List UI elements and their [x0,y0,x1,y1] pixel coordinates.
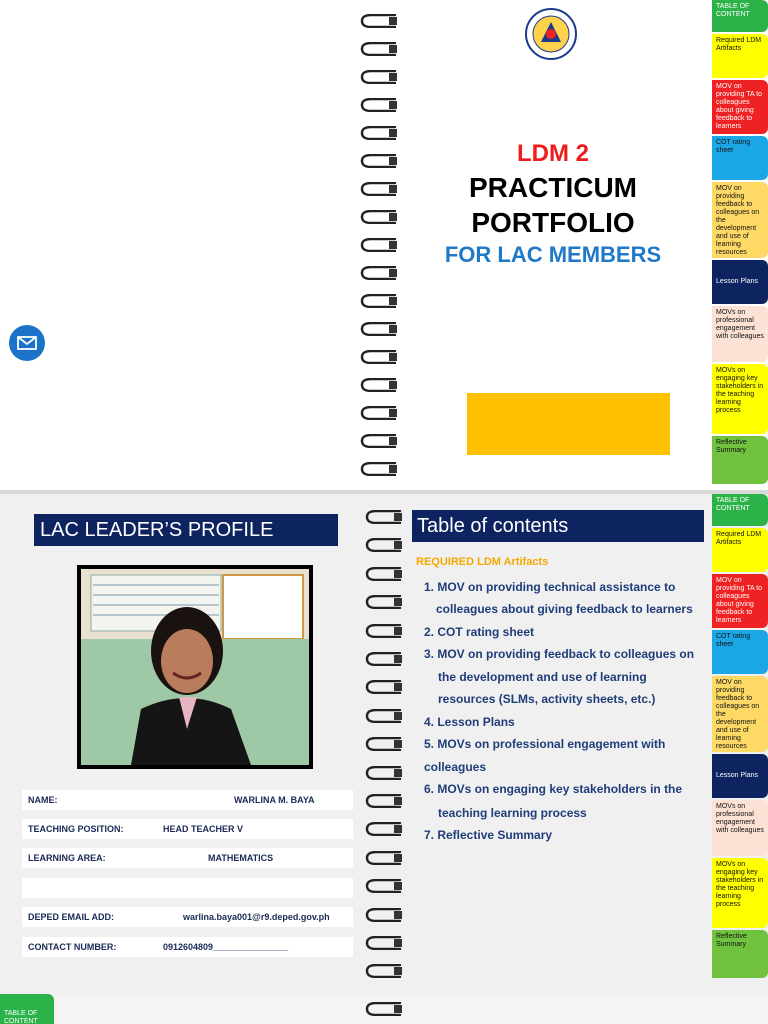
ldm-title: LDM 2 [517,140,589,167]
deped-seal-icon [525,8,577,60]
spiral-ring [364,879,404,893]
spiral-ring [364,822,404,836]
toc-item[interactable]: 1. MOV on providing technical assistance to [424,580,676,594]
toc-item[interactable]: colleagues about giving feedback to learners [436,602,693,616]
tab-0[interactable]: TABLE OF CONTENT [712,494,768,526]
toc-title: Table of contents [412,510,704,542]
tab-table-of-content[interactable]: TABLE OF CONTENT [0,994,54,1024]
profile-toc-page [0,494,768,994]
spiral-ring [359,238,399,252]
tab-4[interactable]: MOV on providing feedback to colleagues on the development and use of learning resources [712,676,768,752]
spiral-ring [359,210,399,224]
toc-item[interactable]: 2. COT rating sheet [424,625,535,639]
tab-8[interactable]: Reflective Summary [712,930,768,978]
tab-1[interactable]: Required LDM Artifacts [712,34,768,78]
profile-row [22,937,353,957]
spiral-ring [364,595,404,609]
spiral-ring [359,322,399,336]
practicum-title: PRACTICUM [469,172,637,203]
spiral-ring [364,1002,404,1016]
tab-7[interactable]: MOVs on engaging key stakeholders in the teaching learning process [712,364,768,434]
tab-6[interactable]: MOVs on professional engagement with colleagues [712,800,768,856]
tab-8[interactable]: Reflective Summary [712,436,768,484]
spiral-ring [364,964,404,978]
profile-row-label: LEARNING AREA: [28,853,106,863]
mail-button[interactable] [9,325,45,361]
profile-row-value: WARLINA M. BAYA [234,795,315,805]
spiral-ring [364,510,404,524]
tab-6[interactable]: MOVs on professional engagement with colleagues [712,306,768,362]
toc-item[interactable]: 6. MOVs on engaging key stakeholders in the [424,782,683,796]
profile-row-label: NAME: [28,795,58,805]
spiral-ring [359,182,399,196]
toc-subheading: REQUIRED LDM Artifacts [416,556,549,568]
spiral-ring [359,266,399,280]
tab-5[interactable]: Lesson Plans [712,754,768,798]
profile-row-value: 0912604809_______________ [163,942,289,952]
spiral-ring [359,434,399,448]
profile-row [22,907,353,927]
profile-row-value: HEAD TEACHER V [163,824,244,834]
tab-5[interactable]: Lesson Plans [712,260,768,304]
portfolio-title: PORTFOLIO [471,207,635,238]
profile-row-value: warlina.baya001@r9.deped.gov.ph [183,912,330,922]
cover-page [0,0,768,490]
toc-item[interactable]: 3. MOV on providing feedback to colleagues on [424,647,695,661]
tab-2[interactable]: MOV on providing TA to colleagues about giving feedback to learners [712,80,768,134]
spiral-ring [364,936,404,950]
spiral-ring [364,737,404,751]
spiral-ring [364,652,404,666]
toc-item[interactable]: 5. MOVs on professional engagement with [424,737,666,751]
profile-row-label: CONTACT NUMBER: [28,942,117,952]
mail-icon [9,325,45,361]
profile-photo [77,565,313,769]
profile-row-label: DEPED EMAIL ADD: [28,912,115,922]
spiral-ring [364,794,404,808]
tab-4[interactable]: MOV on providing feedback to colleagues on the development and use of learning resources [712,182,768,258]
spiral-ring [359,294,399,308]
spiral-ring [359,462,399,476]
profile-row-label: TEACHING POSITION: [28,824,124,834]
toc-item[interactable]: 4. Lesson Plans [424,715,515,729]
yellow-banner [467,393,670,455]
spiral-ring [359,42,399,56]
cover-subtitle: FOR LAC MEMBERS [444,242,662,267]
profile-row [22,790,353,810]
spiral-ring [359,154,399,168]
spiral-ring [364,851,404,865]
toc-item[interactable]: the development and use of learning [438,670,647,684]
spiral-ring [364,538,404,552]
tab-3[interactable]: COT rating sheet [712,630,768,674]
spiral-ring [364,680,404,694]
spiral-ring [364,908,404,922]
toc-item[interactable]: teaching learning process [438,806,587,820]
spiral-ring [359,126,399,140]
tab-7[interactable]: MOVs on engaging key stakeholders in the teaching learning process [712,858,768,928]
tab-3[interactable]: COT rating sheet [712,136,768,180]
profile-row [22,819,353,839]
tab-2[interactable]: MOV on providing TA to colleagues about giving feedback to learners [712,574,768,628]
spiral-ring [364,766,404,780]
spiral-ring [359,98,399,112]
toc-item[interactable]: resources (SLMs, activity sheets, etc.) [438,692,656,706]
spiral-ring [359,70,399,84]
spiral-ring [359,406,399,420]
spiral-ring [364,624,404,638]
spiral-ring [364,567,404,581]
toc-item[interactable]: 7. Reflective Summary [424,828,553,842]
spiral-ring [359,350,399,364]
profile-row-value: MATHEMATICS [208,853,274,863]
toc-item[interactable]: colleagues [424,760,487,774]
tab-0[interactable]: TABLE OF CONTENT [712,0,768,32]
spiral-ring [359,14,399,28]
profile-row [22,848,353,868]
profile-row [22,878,353,898]
tab-1[interactable]: Required LDM Artifacts [712,528,768,572]
profile-title: LAC LEADER’S PROFILE [34,514,338,546]
spiral-ring [364,709,404,723]
spiral-ring [359,378,399,392]
next-page [0,994,768,1024]
